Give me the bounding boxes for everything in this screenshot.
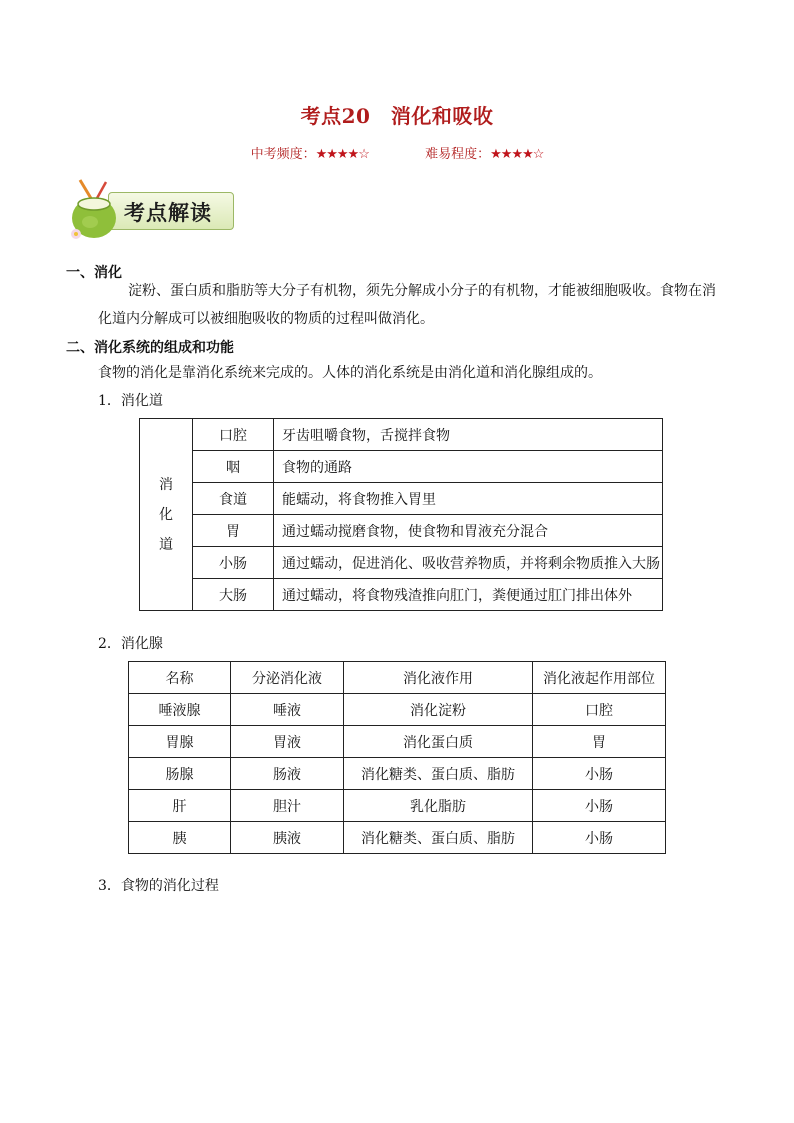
table-cell: 唾液腺	[129, 694, 231, 726]
digestive-tract-table	[139, 418, 663, 611]
table-cell: 胰液	[231, 822, 344, 854]
side-char: 化	[159, 506, 173, 523]
banner-text: 考点解读	[124, 200, 212, 225]
table-row	[129, 790, 666, 822]
table-row	[129, 822, 666, 854]
section-banner	[66, 178, 236, 242]
table-row	[140, 483, 663, 515]
table-cell: 口腔	[533, 694, 666, 726]
function-cell: 通过蠕动，促进消化、吸收营养物质，并将剩余物质推入大肠	[274, 547, 663, 579]
table-cell: 消化糖类、蛋白质、脂肪	[344, 822, 533, 854]
section2-heading: 二、消化系统的组成和功能	[66, 340, 234, 356]
table-cell: 小肠	[533, 790, 666, 822]
table-cell: 胃	[533, 726, 666, 758]
table-cell: 胃腺	[129, 726, 231, 758]
side-char: 道	[159, 536, 173, 553]
table-cell: 小肠	[533, 758, 666, 790]
column-header: 名称	[129, 662, 231, 694]
organ-cell: 口腔	[193, 419, 274, 451]
function-cell: 通过蠕动搅磨食物，使食物和胃液充分混合	[274, 515, 663, 547]
table-cell: 肝	[129, 790, 231, 822]
page-title: 考点20 消化和吸收	[300, 104, 494, 128]
subsection-tract: 1．消化道	[98, 393, 163, 409]
table-row	[140, 451, 663, 483]
section1-line2: 化道内分解成可以被细胞吸收的物质的过程叫做消化。	[98, 311, 434, 327]
table-row	[140, 515, 663, 547]
organ-cell: 胃	[193, 515, 274, 547]
column-header: 分泌消化液	[231, 662, 344, 694]
function-cell: 牙齿咀嚼食物，舌搅拌食物	[274, 419, 663, 451]
function-cell: 食物的通路	[274, 451, 663, 483]
coconut-icon	[66, 178, 130, 242]
organ-cell: 小肠	[193, 547, 274, 579]
section1-heading: 一、消化	[66, 265, 122, 281]
table-header-row	[129, 662, 666, 694]
table-row	[140, 547, 663, 579]
side-char: 消	[159, 476, 173, 493]
table-row	[129, 694, 666, 726]
section1-line1: 淀粉、蛋白质和脂肪等大分子有机物，须先分解成小分子的有机物，才能被细胞吸收。食物在消	[128, 283, 716, 299]
organ-cell: 大肠	[193, 579, 274, 611]
digestive-gland-table	[128, 661, 666, 854]
tract-side-label	[140, 419, 193, 611]
organ-cell: 食道	[193, 483, 274, 515]
section2-intro: 食物的消化是靠消化系统来完成的。人体的消化系统是由消化道和消化腺组成的。	[98, 365, 602, 381]
table-row	[140, 419, 663, 451]
table-cell: 胃液	[231, 726, 344, 758]
table-cell: 乳化脂肪	[344, 790, 533, 822]
rating-line	[0, 143, 794, 162]
table-cell: 消化糖类、蛋白质、脂肪	[344, 758, 533, 790]
subsection-glands: 2．消化腺	[98, 636, 163, 652]
table-cell: 小肠	[533, 822, 666, 854]
table-cell: 消化淀粉	[344, 694, 533, 726]
function-cell: 能蠕动，将食物推入胃里	[274, 483, 663, 515]
subsection-process: 3．食物的消化过程	[98, 878, 219, 894]
table-cell: 肠液	[231, 758, 344, 790]
table-cell: 胆汁	[231, 790, 344, 822]
table-row	[129, 726, 666, 758]
table-cell: 唾液	[231, 694, 344, 726]
difficulty-label: 难易程度：	[425, 147, 491, 162]
table-cell: 消化蛋白质	[344, 726, 533, 758]
table-row	[140, 579, 663, 611]
function-cell: 通过蠕动，将食物残渣推向肛门，粪便通过肛门排出体外	[274, 579, 663, 611]
organ-cell: 咽	[193, 451, 274, 483]
table-cell: 肠腺	[129, 758, 231, 790]
frequency-stars: ★★★★☆	[315, 147, 369, 162]
table-cell: 胰	[129, 822, 231, 854]
difficulty-stars: ★★★★☆	[490, 147, 544, 162]
table-row	[129, 758, 666, 790]
column-header: 消化液作用	[344, 662, 533, 694]
frequency-label: 中考频度：	[250, 147, 316, 162]
column-header: 消化液起作用部位	[533, 662, 666, 694]
